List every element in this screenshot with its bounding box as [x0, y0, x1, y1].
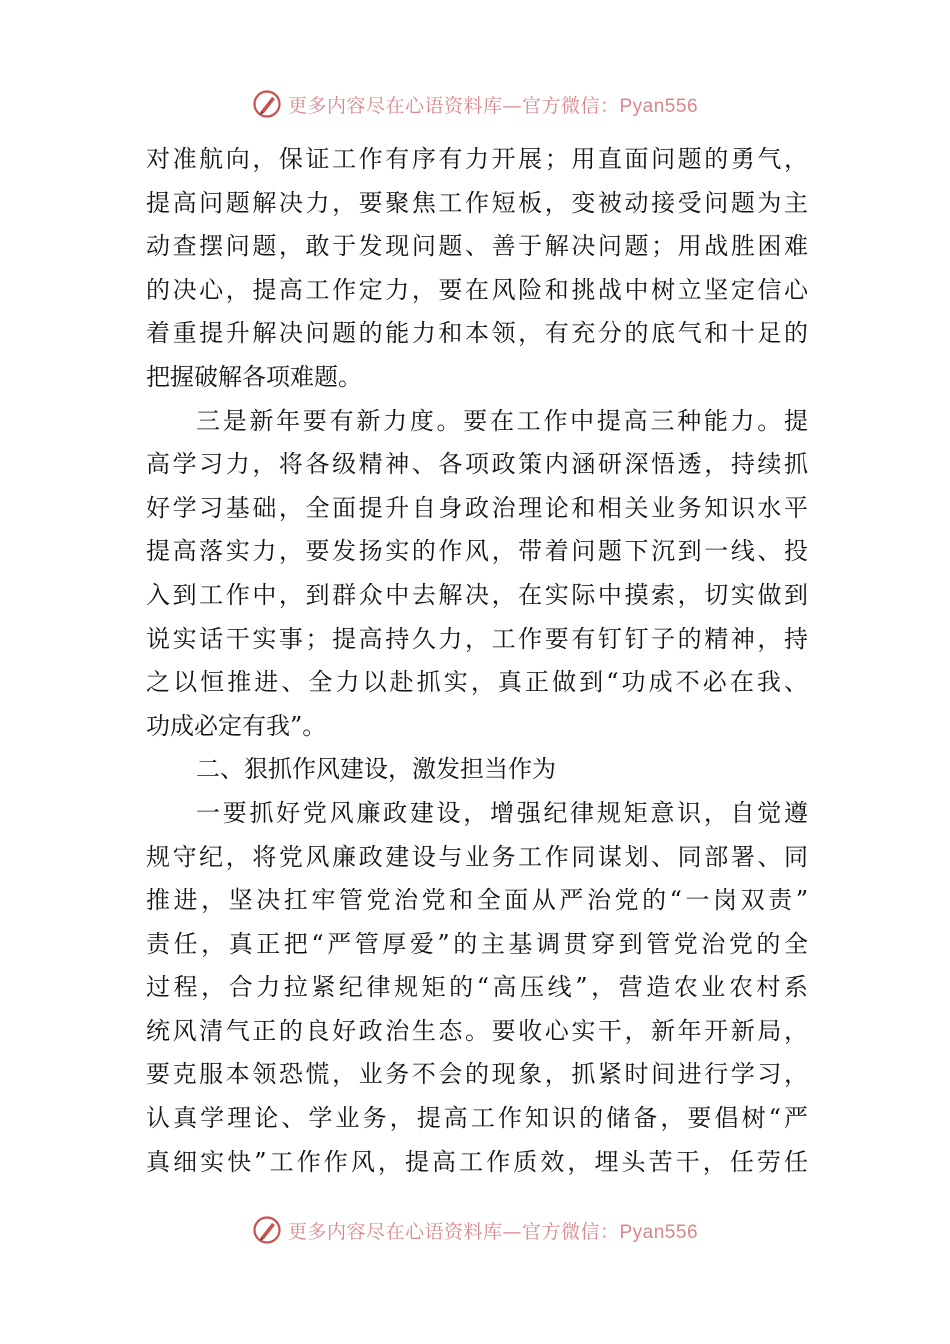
header-watermark: [0, 84, 950, 124]
text-line: 认真学理论、学业务，提高工作知识的储备，要倡树“严: [146, 1104, 808, 1133]
text-line: 提高问题解决力，要聚焦工作短板，变被动接受问题为主: [146, 188, 808, 217]
text-line: 着重提升解决问题的能力和本领，有充分的底气和十足的: [146, 319, 808, 348]
text-line: 对准航向，保证工作有序有力开展；用直面问题的勇气，: [146, 145, 808, 173]
text-line: 真细实快”工作作风，提高工作质效，埋头苦干，任劳任: [146, 1147, 808, 1176]
text-line: 责任，真正把“严管厚爱”的主基调贯穿到管党治党的全: [146, 929, 808, 958]
text-line: 高学习力，将各级精神、各项政策内涵研深悟透，持续抓: [146, 450, 808, 479]
text-line: 之以恒推进、全力以赴抓实，真正做到“功成不必在我、: [146, 668, 808, 697]
text-line: 好学习基础，全面提升自身政治理论和相关业务知识水平: [146, 493, 808, 522]
text-line: 统风清气正的良好政治生态。要收心实干，新年开新局，: [146, 1016, 808, 1045]
text-line: 把握破解各项难题。: [146, 362, 362, 391]
text-line: 一要抓好党风廉政建设，增强纪律规矩意识，自觉遵: [196, 798, 808, 827]
text-line: 规守纪，将党风廉政建设与业务工作同谋划、同部署、同: [146, 842, 808, 871]
pen-logo-icon: [252, 1215, 282, 1245]
pen-logo-icon: [252, 89, 282, 119]
text-line: 功成必定有我”。: [146, 711, 327, 740]
watermark-wechat-id: Pyan556: [619, 1221, 699, 1243]
text-line: 二、狠抓作风建设，激发担当作为: [196, 755, 556, 784]
text-line: 动查摆问题，敢于发现问题、善于解决问题；用战胜困难: [146, 232, 808, 261]
text-line: 推进，坚决扛牢管党治党和全面从严治党的“一岗双责”: [146, 886, 808, 915]
text-line: 说实话干实事；提高持久力，工作要有钉钉子的精神，持: [146, 624, 808, 653]
footer-watermark: [0, 1210, 950, 1250]
watermark-wechat-id: Pyan556: [619, 95, 699, 117]
text-line: 入到工作中，到群众中去解决，在实际中摸索，切实做到: [146, 580, 808, 609]
text-line: 要克服本领恐慌，业务不会的现象，抓紧时间进行学习，: [146, 1060, 808, 1089]
text-line: 的决心，提高工作定力，要在风险和挑战中树立坚定信心: [146, 275, 808, 304]
document-body: [146, 138, 808, 1184]
text-line: 过程，合力拉紧纪律规矩的“高压线”，营造农业农村系: [146, 973, 808, 1002]
text-line: 三是新年要有新力度。要在工作中提高三种能力。提: [196, 406, 808, 435]
watermark-text: 更多内容尽在心语资料库—官方微信：Pyan556: [287, 1220, 699, 1243]
text-line: 提高落实力，要发扬实的作风，带着问题下沉到一线、投: [146, 537, 808, 566]
watermark-text: 更多内容尽在心语资料库—官方微信：Pyan556: [287, 94, 699, 117]
